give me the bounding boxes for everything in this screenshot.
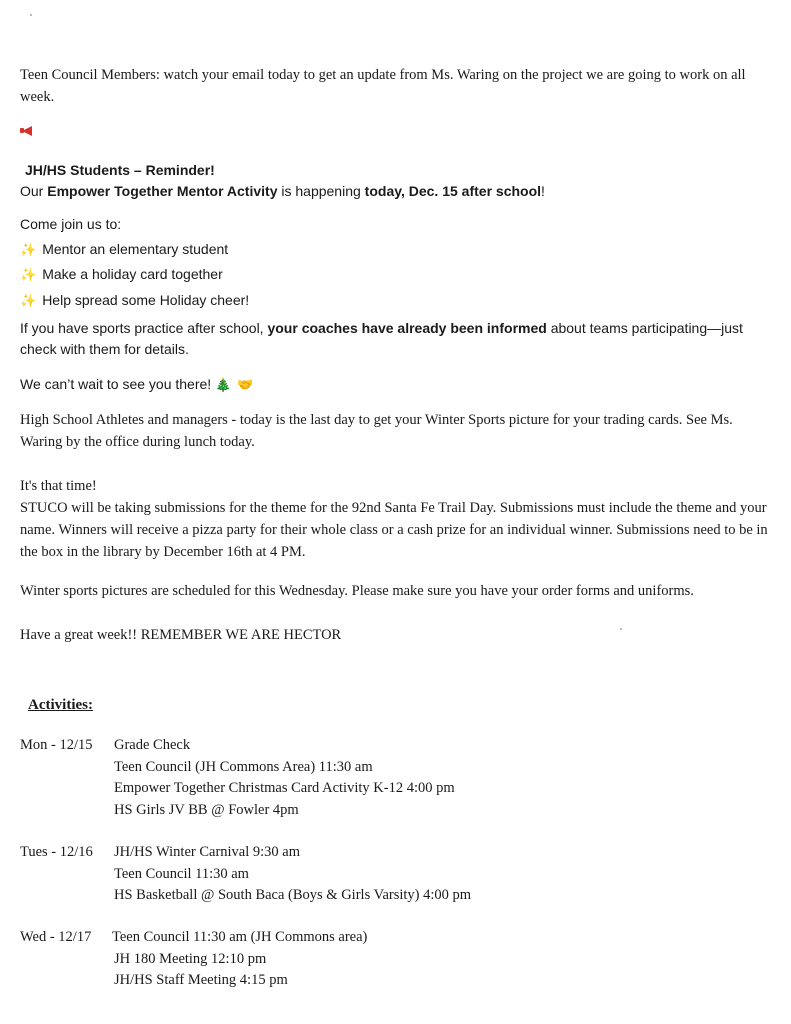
megaphone-icon: [20, 124, 770, 142]
list-item-label: Mentor an elementary student: [42, 240, 229, 257]
list-item: JH/HS Winter Carnival 9:30 am: [114, 844, 301, 860]
day-items: [114, 842, 471, 907]
signoff: Have a great week!! REMEMBER WE ARE HECTOR: [20, 627, 342, 643]
stuco-body: STUCO will be taking submissions for the theme for the 92nd Santa Fe Trail Day. Submissions must include the theme and your name. Winners will receive a pizza party for their whole class or a cash prize for an individual winner. Submissions need to be in the box in the library by December 16th at 4 PM.: [20, 500, 768, 560]
list-item: [20, 288, 770, 314]
list-item: Teen Council 11:30 am (JH Commons area): [112, 929, 368, 945]
list-item: JH 180 Meeting 12:10 pm: [114, 950, 267, 967]
list-item: [20, 262, 770, 288]
athletes-note: High School Athletes and managers - today is the last day to get your Winter Sports picture for your trading cards. See Ms. Waring by the office during lunch today.: [20, 412, 733, 450]
sports-note-prefix: If you have sports practice after school,: [20, 320, 268, 336]
reminder-line: [20, 181, 770, 202]
list-item: Teen Council (JH Commons Area) 11:30 am: [114, 758, 373, 775]
scan-speck: [30, 14, 32, 16]
sports-practice-note: [20, 318, 770, 360]
list-item-label: Help spread some Holiday cheer!: [42, 291, 250, 308]
sparkles-icon: ✨: [20, 292, 37, 308]
reminder-line-middle: is happening: [277, 183, 365, 199]
reminder-line-prefix: Our: [20, 183, 48, 199]
day-label: Wed - 12/17: [20, 929, 92, 945]
join-intro: Come join us to:: [20, 216, 122, 232]
list-item: Teen Council 11:30 am: [114, 865, 249, 882]
closing-line: [20, 374, 770, 395]
list-item-label: Make a holiday card together: [42, 266, 223, 282]
stuco-section: [20, 475, 770, 563]
sports-note-suffix: about teams participating—just check with them for details.: [20, 320, 743, 357]
reminder-line-suffix: !: [541, 183, 545, 199]
join-list: [20, 212, 770, 313]
list-item: HS Basketball @ South Baca (Boys & Girls Varsity) 4:00 pm: [114, 887, 472, 903]
teen-council-note: Teen Council Members: watch your email today to get an update from Ms. Waring on the project we are going to work on all week.: [20, 67, 746, 105]
day-label: Tues - 12/16: [20, 844, 93, 860]
scan-speck: [620, 628, 622, 630]
list-item: JH/HS Staff Meeting 4:15 pm: [114, 972, 288, 988]
sparkles-icon: ✨: [20, 241, 37, 257]
closing-text: We can’t wait to see you there!: [20, 376, 212, 392]
winter-pictures-note: Winter sports pictures are scheduled for this Wednesday. Please make sure you have your order forms and uniforms.: [20, 583, 694, 599]
sparkles-icon: ✨: [20, 267, 37, 282]
stuco-intro: It's that time!: [20, 478, 97, 494]
activity-name: Empower Together Mentor Activity: [47, 183, 278, 199]
list-item: HS Girls JV BB @ Fowler 4pm: [114, 801, 299, 818]
sports-note-bold: your coaches have already been informed: [267, 320, 547, 336]
list-item: Empower Together Christmas Card Activity K-12 4:00 pm: [114, 780, 455, 796]
reminder-heading: JH/HS Students – Reminder!: [25, 162, 215, 178]
day-items: [112, 927, 367, 992]
day-label: Mon - 12/15: [20, 737, 93, 753]
list-item: [20, 237, 770, 263]
reminder-section: [20, 160, 770, 202]
activities-heading: Activities:: [28, 697, 93, 713]
handshake-icon: 🤝: [237, 377, 254, 392]
day-items: [114, 735, 455, 821]
activity-date: today, Dec. 15 after school: [364, 183, 542, 199]
christmas-tree-icon: 🎄: [215, 377, 232, 392]
list-item: Grade Check: [114, 737, 191, 753]
